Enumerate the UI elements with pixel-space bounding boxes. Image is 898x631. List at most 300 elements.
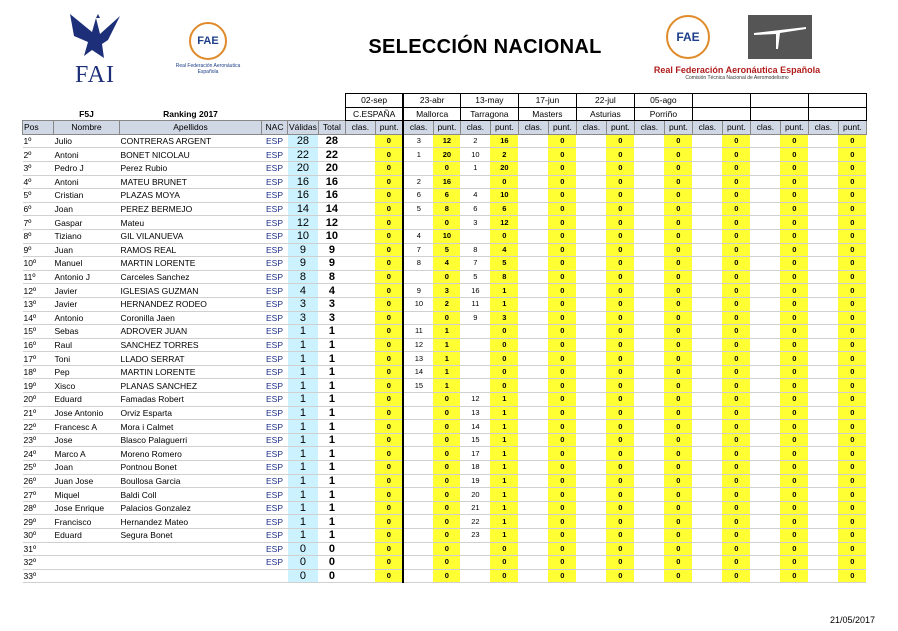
punt-cell: 0 — [780, 501, 808, 515]
apellidos-cell: Coronilla Jaen — [120, 311, 262, 325]
clas-cell — [808, 461, 838, 475]
punt-cell: 0 — [664, 393, 692, 407]
nac-cell: ESP — [262, 311, 288, 325]
punt-cell: 0 — [722, 488, 750, 502]
apellidos-cell: ADROVER JUAN — [120, 325, 262, 339]
clas-cell: 6 — [460, 202, 490, 216]
punt-cell: 0 — [548, 311, 576, 325]
nac-cell: ESP — [262, 542, 288, 556]
apellidos-cell: BONET NICOLAU — [120, 148, 262, 162]
fai-logo-text: FAI — [75, 62, 115, 88]
nombre-cell — [54, 556, 120, 570]
clas-cell — [345, 542, 375, 556]
clas-cell — [692, 379, 722, 393]
event-date: 17-jun — [518, 94, 576, 108]
nombre-cell: Raul — [54, 338, 120, 352]
punt-cell: 0 — [375, 134, 403, 148]
punt-cell: 0 — [664, 134, 692, 148]
clas-cell — [345, 134, 375, 148]
punt-cell: 3 — [433, 284, 460, 298]
punt-cell: 0 — [548, 161, 576, 175]
table-row — [23, 229, 867, 243]
punt-cell: 0 — [548, 393, 576, 407]
table-row — [23, 433, 867, 447]
clas-cell — [345, 175, 375, 189]
apellidos-cell: Perez Rubio — [120, 161, 262, 175]
pos-cell: 8º — [23, 229, 54, 243]
page-title: SELECCIÓN NACIONAL — [368, 36, 602, 58]
clas-cell — [808, 338, 838, 352]
clas-cell — [345, 556, 375, 570]
clas-cell — [634, 216, 664, 230]
punt-cell: 0 — [606, 338, 634, 352]
col-nombre: Nombre — [54, 121, 120, 135]
punt-cell: 0 — [433, 474, 460, 488]
nombre-cell — [54, 569, 120, 583]
pos-cell: 9º — [23, 243, 54, 257]
punt-cell: 0 — [548, 447, 576, 461]
punt-cell: 0 — [664, 569, 692, 583]
nac-cell: ESP — [262, 257, 288, 271]
apellidos-cell: Segura Bonet — [120, 529, 262, 543]
pos-cell: 26º — [23, 474, 54, 488]
punt-cell: 0 — [780, 202, 808, 216]
clas-cell — [518, 488, 548, 502]
punt-cell: 0 — [838, 393, 866, 407]
event-date: 02-sep — [345, 94, 403, 108]
punt-cell: 0 — [548, 433, 576, 447]
clas-cell: 17 — [460, 447, 490, 461]
event-name — [750, 107, 808, 121]
table-row — [23, 175, 867, 189]
clas-cell: 9 — [403, 284, 433, 298]
validas-cell: 1 — [288, 501, 319, 515]
total-cell: 1 — [318, 325, 345, 339]
pos-cell: 20º — [23, 393, 54, 407]
clas-cell — [750, 161, 780, 175]
punt-cell: 0 — [548, 257, 576, 271]
punt-cell: 1 — [490, 461, 518, 475]
clas-cell — [750, 148, 780, 162]
apellidos-cell — [120, 556, 262, 570]
nac-cell: ESP — [262, 447, 288, 461]
punt-cell: 0 — [838, 529, 866, 543]
table-row — [23, 148, 867, 162]
clas-cell — [692, 488, 722, 502]
clas-cell — [518, 556, 548, 570]
clas-cell — [634, 379, 664, 393]
total-cell: 0 — [318, 556, 345, 570]
clas-cell — [634, 365, 664, 379]
clas-cell — [692, 338, 722, 352]
punt-cell: 0 — [606, 433, 634, 447]
spacer — [23, 107, 54, 121]
punt-cell: 8 — [490, 270, 518, 284]
clas-cell — [518, 569, 548, 583]
clas-cell: 5 — [460, 270, 490, 284]
nac-cell: ESP — [262, 229, 288, 243]
punt-cell: 0 — [838, 352, 866, 366]
validas-cell: 1 — [288, 488, 319, 502]
clas-cell — [576, 393, 606, 407]
event-date: 22-jul — [576, 94, 634, 108]
punt-cell: 0 — [548, 542, 576, 556]
clas-cell: 8 — [403, 257, 433, 271]
clas-cell — [518, 311, 548, 325]
clas-cell — [518, 189, 548, 203]
punt-cell: 0 — [375, 352, 403, 366]
apellidos-cell: IGLESIAS GUZMAN — [120, 284, 262, 298]
clas-cell — [634, 229, 664, 243]
col-clas: clas. — [808, 121, 838, 135]
clas-cell — [692, 161, 722, 175]
clas-cell — [692, 529, 722, 543]
clas-cell — [634, 161, 664, 175]
punt-cell: 0 — [433, 556, 460, 570]
punt-cell: 10 — [490, 189, 518, 203]
total-cell: 3 — [318, 311, 345, 325]
punt-cell: 0 — [722, 447, 750, 461]
clas-cell: 9 — [460, 311, 490, 325]
punt-cell: 12 — [490, 216, 518, 230]
clas-cell — [808, 134, 838, 148]
clas-cell — [634, 529, 664, 543]
clas-cell: 21 — [460, 501, 490, 515]
validas-cell: 16 — [288, 189, 319, 203]
clas-cell — [750, 243, 780, 257]
total-cell: 1 — [318, 365, 345, 379]
clas-cell — [518, 297, 548, 311]
pos-cell: 32º — [23, 556, 54, 570]
nac-cell: ESP — [262, 175, 288, 189]
total-cell: 1 — [318, 352, 345, 366]
fai-logo — [62, 10, 128, 88]
nac-cell: ESP — [262, 325, 288, 339]
clas-cell — [692, 352, 722, 366]
clas-cell — [750, 379, 780, 393]
apellidos-cell: Blasco Palaguerri — [120, 433, 262, 447]
punt-cell: 0 — [375, 433, 403, 447]
apellidos-cell: Baldi Coll — [120, 488, 262, 502]
clas-cell — [576, 379, 606, 393]
clas-cell — [634, 325, 664, 339]
punt-cell: 0 — [722, 420, 750, 434]
clas-cell: 12 — [460, 393, 490, 407]
clas-cell — [403, 393, 433, 407]
punt-cell: 0 — [433, 542, 460, 556]
clas-cell — [750, 338, 780, 352]
punt-cell: 0 — [664, 461, 692, 475]
clas-cell — [403, 569, 433, 583]
punt-cell: 0 — [838, 216, 866, 230]
clas-cell — [345, 325, 375, 339]
nombre-cell: Toni — [54, 352, 120, 366]
clas-cell — [403, 515, 433, 529]
punt-cell: 0 — [375, 229, 403, 243]
punt-cell: 0 — [375, 365, 403, 379]
col-clas: clas. — [403, 121, 433, 135]
clas-cell — [808, 325, 838, 339]
punt-cell: 1 — [433, 365, 460, 379]
punt-cell: 0 — [664, 202, 692, 216]
punt-cell: 0 — [606, 529, 634, 543]
validas-cell: 1 — [288, 515, 319, 529]
clas-cell: 7 — [403, 243, 433, 257]
nombre-cell: Pedro J — [54, 161, 120, 175]
total-cell: 1 — [318, 447, 345, 461]
clas-cell — [634, 243, 664, 257]
table-row — [23, 447, 867, 461]
nombre-cell: Jose Enrique — [54, 501, 120, 515]
punt-cell: 0 — [780, 488, 808, 502]
total-cell: 10 — [318, 229, 345, 243]
punt-cell: 1 — [490, 474, 518, 488]
punt-cell: 0 — [780, 297, 808, 311]
nombre-cell: Miquel — [54, 488, 120, 502]
punt-cell: 0 — [664, 297, 692, 311]
clas-cell: 13 — [403, 352, 433, 366]
nac-cell: ESP — [262, 189, 288, 203]
punt-cell: 0 — [375, 406, 403, 420]
clas-cell — [518, 447, 548, 461]
punt-cell: 0 — [375, 569, 403, 583]
punt-cell: 0 — [548, 556, 576, 570]
clas-cell — [460, 352, 490, 366]
clas-cell — [518, 406, 548, 420]
clas-cell — [634, 569, 664, 583]
nombre-cell: Juan Jose — [54, 474, 120, 488]
validas-cell: 3 — [288, 297, 319, 311]
nac-cell: ESP — [262, 379, 288, 393]
punt-cell: 2 — [433, 297, 460, 311]
punt-cell: 0 — [606, 325, 634, 339]
table-row — [23, 501, 867, 515]
nac-cell: ESP — [262, 284, 288, 298]
punt-cell: 0 — [722, 474, 750, 488]
clas-cell — [692, 148, 722, 162]
clas-cell — [403, 542, 433, 556]
fae-subtitle: Real Federación Aeronáutica Española — [175, 63, 241, 75]
punt-cell: 0 — [780, 257, 808, 271]
punt-cell: 1 — [490, 284, 518, 298]
table-row — [23, 379, 867, 393]
pos-cell: 6º — [23, 202, 54, 216]
table-row — [23, 257, 867, 271]
clas-cell — [345, 189, 375, 203]
punt-cell: 0 — [490, 338, 518, 352]
punt-cell: 0 — [606, 515, 634, 529]
punt-cell: 0 — [433, 461, 460, 475]
pos-cell: 33º — [23, 569, 54, 583]
punt-cell: 20 — [490, 161, 518, 175]
punt-cell: 0 — [838, 243, 866, 257]
total-cell: 1 — [318, 501, 345, 515]
punt-cell: 0 — [722, 501, 750, 515]
punt-cell: 1 — [490, 515, 518, 529]
apellidos-cell: Orviz Esparta — [120, 406, 262, 420]
clas-cell — [692, 542, 722, 556]
table-row — [23, 569, 867, 583]
validas-cell: 1 — [288, 461, 319, 475]
punt-cell: 0 — [548, 379, 576, 393]
punt-cell: 0 — [375, 420, 403, 434]
apellidos-cell: PEREZ BERMEJO — [120, 202, 262, 216]
clas-cell: 2 — [403, 175, 433, 189]
nac-cell: ESP — [262, 515, 288, 529]
clas-cell — [808, 488, 838, 502]
clas-cell — [692, 325, 722, 339]
apellidos-cell: SANCHEZ TORRES — [120, 338, 262, 352]
punt-cell: 0 — [548, 420, 576, 434]
rfae-emblem: FAE — [666, 15, 710, 59]
punt-cell: 0 — [490, 325, 518, 339]
table-row — [23, 325, 867, 339]
punt-cell: 0 — [664, 229, 692, 243]
fae-logo — [172, 22, 244, 92]
punt-cell: 0 — [606, 393, 634, 407]
punt-cell: 0 — [780, 433, 808, 447]
total-cell: 1 — [318, 393, 345, 407]
clas-cell — [345, 352, 375, 366]
pos-cell: 30º — [23, 529, 54, 543]
table-row — [23, 488, 867, 502]
table-row — [23, 393, 867, 407]
clas-cell — [808, 501, 838, 515]
punt-cell: 0 — [375, 311, 403, 325]
clas-cell — [518, 379, 548, 393]
punt-cell: 0 — [375, 556, 403, 570]
clas-cell: 15 — [460, 433, 490, 447]
aeromodelling-logo — [748, 15, 812, 59]
punt-cell: 0 — [722, 257, 750, 271]
punt-cell: 0 — [490, 365, 518, 379]
event-name: Masters — [518, 107, 576, 121]
table-row — [23, 311, 867, 325]
ranking-table — [22, 93, 867, 583]
clas-cell — [634, 420, 664, 434]
clas-cell — [808, 379, 838, 393]
clas-cell — [750, 229, 780, 243]
punt-cell: 0 — [606, 542, 634, 556]
apellidos-cell: PLANAS SANCHEZ — [120, 379, 262, 393]
punt-cell: 10 — [433, 229, 460, 243]
clas-cell — [576, 338, 606, 352]
clas-cell — [403, 161, 433, 175]
punt-cell: 0 — [780, 529, 808, 543]
clas-cell — [808, 202, 838, 216]
nombre-cell: Xisco — [54, 379, 120, 393]
clas-cell — [403, 406, 433, 420]
punt-cell: 0 — [606, 461, 634, 475]
punt-cell: 0 — [606, 270, 634, 284]
clas-cell — [808, 216, 838, 230]
clas-cell — [518, 134, 548, 148]
clas-cell — [403, 556, 433, 570]
validas-cell: 1 — [288, 338, 319, 352]
pos-cell: 24º — [23, 447, 54, 461]
clas-cell — [576, 216, 606, 230]
punt-cell: 16 — [433, 175, 460, 189]
punt-cell: 0 — [722, 556, 750, 570]
apellidos-cell: LLADO SERRAT — [120, 352, 262, 366]
clas-cell — [692, 202, 722, 216]
punt-cell: 0 — [606, 229, 634, 243]
nac-cell: ESP — [262, 461, 288, 475]
punt-cell: 0 — [606, 501, 634, 515]
pos-cell: 1º — [23, 134, 54, 148]
table-row — [23, 420, 867, 434]
clas-cell — [403, 488, 433, 502]
punt-cell: 0 — [548, 148, 576, 162]
clas-cell — [750, 134, 780, 148]
punt-cell: 0 — [722, 352, 750, 366]
punt-cell: 0 — [490, 542, 518, 556]
col-validas: Válidas — [289, 122, 317, 133]
clas-cell — [634, 515, 664, 529]
total-cell: 0 — [318, 569, 345, 583]
col-punt: punt. — [838, 121, 866, 135]
nac-cell: ESP — [262, 488, 288, 502]
col-nac: NAC — [262, 121, 288, 135]
punt-cell: 0 — [606, 148, 634, 162]
clas-cell — [576, 529, 606, 543]
col-clas: clas. — [518, 121, 548, 135]
clas-cell — [634, 352, 664, 366]
punt-cell: 0 — [664, 352, 692, 366]
punt-cell: 0 — [664, 189, 692, 203]
punt-cell: 0 — [606, 134, 634, 148]
punt-cell: 0 — [722, 229, 750, 243]
punt-cell: 0 — [838, 501, 866, 515]
table-row — [23, 529, 867, 543]
punt-cell: 3 — [490, 311, 518, 325]
punt-cell: 0 — [375, 474, 403, 488]
clas-cell — [345, 569, 375, 583]
punt-cell: 0 — [780, 161, 808, 175]
clas-cell — [518, 148, 548, 162]
punt-cell: 0 — [780, 569, 808, 583]
punt-cell: 0 — [664, 325, 692, 339]
punt-cell: 0 — [548, 134, 576, 148]
clas-cell — [576, 243, 606, 257]
clas-cell — [692, 284, 722, 298]
punt-cell: 0 — [664, 501, 692, 515]
clas-cell — [403, 447, 433, 461]
clas-cell: 14 — [460, 420, 490, 434]
punt-cell: 0 — [780, 542, 808, 556]
punt-cell: 0 — [664, 379, 692, 393]
pos-cell: 14º — [23, 311, 54, 325]
punt-cell: 0 — [606, 189, 634, 203]
total-cell: 1 — [318, 474, 345, 488]
punt-cell: 0 — [664, 474, 692, 488]
clas-cell — [345, 161, 375, 175]
clas-cell: 13 — [460, 406, 490, 420]
apellidos-cell: GIL VILANUEVA — [120, 229, 262, 243]
punt-cell: 0 — [722, 134, 750, 148]
pos-cell: 29º — [23, 515, 54, 529]
clas-cell — [345, 501, 375, 515]
pos-cell: 2º — [23, 148, 54, 162]
punt-cell: 0 — [490, 229, 518, 243]
punt-cell: 0 — [664, 542, 692, 556]
apellidos-cell: Hernandez Mateo — [120, 515, 262, 529]
rfae-subtitle: Comisión Técnica Nacional de Aeromodelismo — [685, 75, 789, 81]
punt-cell: 20 — [433, 148, 460, 162]
event-name: Porriño — [634, 107, 692, 121]
event-date: 05-ago — [634, 94, 692, 108]
pos-cell: 19º — [23, 379, 54, 393]
